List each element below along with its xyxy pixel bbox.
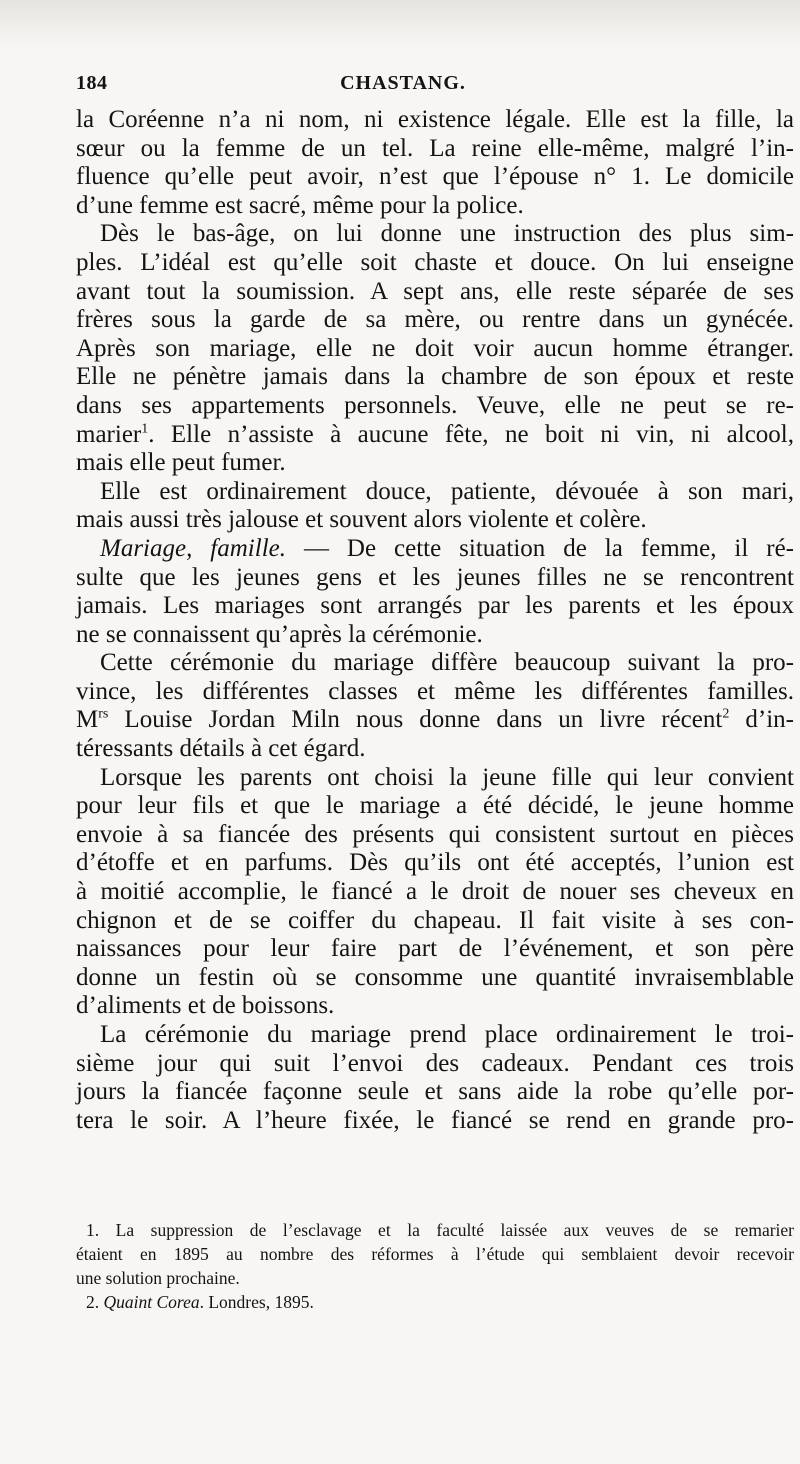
text-line: sulte que les jeunes gens et les jeunes filles ne se rencontrent xyxy=(76,563,794,591)
text-line: pour leur fils et que le mariage a été décidé, le jeune homme xyxy=(76,792,794,820)
book-title: Quaint Corea xyxy=(103,1292,200,1312)
text-line: ples. L’idéal est qu’elle soit chaste et douce. On lui enseigne xyxy=(76,248,794,276)
body-text xyxy=(76,106,794,1135)
text-line: frères sous la garde de sa mère, ou rentre dans un gynécée. xyxy=(76,306,794,334)
text-line: ne se connaissent qu’après la cérémonie. xyxy=(76,620,483,648)
text-line: Elle ne pénètre jamais dans la chambre de son époux et reste xyxy=(76,363,794,391)
text-line: sième jour qui suit l’envoi des cadeaux. Pendant ces trois xyxy=(76,1049,794,1077)
text-fragment: Louise Jordan Miln nous donne dans un livre récent xyxy=(108,706,723,734)
text-line: tera le soir. A l’heure fixée, le fiancé se rend en grande pro- xyxy=(76,1106,794,1134)
text-line: chignon et de se coiffer du chapeau. Il fait visite à ses con- xyxy=(76,906,794,934)
text-line xyxy=(76,706,794,735)
section-heading: Mariage, famille. xyxy=(100,534,286,562)
text-line: d’une femme est sacré, même pour la police. xyxy=(76,191,524,219)
running-head xyxy=(76,72,730,102)
text-line: à moitié accomplie, le fiancé a le droit de nouer ses cheveux en xyxy=(76,878,794,906)
footnote-2 xyxy=(76,1290,794,1314)
footnote-marker-2: 2 xyxy=(722,707,730,723)
footnote-1-line: 1. La suppression de l’esclavage et la faculté laissée aux veuves de se remarier xyxy=(86,1220,794,1240)
text-line xyxy=(76,421,794,450)
text-line: Dès le bas-âge, on lui donne une instruction des plus sim- xyxy=(100,220,794,248)
page-number: 184 xyxy=(76,72,108,94)
text-line: naissances pour leur faire part de l’événement, et son père xyxy=(76,935,794,963)
running-title: CHASTANG. xyxy=(340,72,466,94)
text-line: d’étoffe et en parfums. Dès qu’ils ont été acceptés, l’union est xyxy=(76,849,794,877)
text-line: envoie à sa fiancée des présents qui consistent surtout en pièces xyxy=(76,820,794,848)
text-fragment: . Elle n’assiste à aucune fête, ne boit ni vin, ni alcool, xyxy=(148,420,794,448)
footnote-number: 2. xyxy=(86,1292,104,1312)
text-fragment: M xyxy=(76,706,99,734)
text-line: Elle est ordinairement douce, patiente, dévouée à son mari, xyxy=(100,477,794,505)
text-line: fluence qu’elle peut avoir, n’est que l’épouse n° 1. Le domicile xyxy=(76,163,794,191)
text-line: Après son mariage, elle ne doit voir aucun homme étranger. xyxy=(76,334,794,362)
footnote-marker-1: 1 xyxy=(141,421,149,437)
text-fragment: . Londres, 1895. xyxy=(199,1292,314,1312)
text-line: sœur ou la femme de un tel. La reine elle-même, malgré l’in- xyxy=(76,134,794,162)
text-fragment: marier xyxy=(76,420,142,448)
text-line: avant tout la soumission. A sept ans, elle reste séparée de ses xyxy=(76,277,794,305)
abbreviation-superscript: rs xyxy=(98,707,109,723)
text-fragment: — De cette situation de la femme, il ré- xyxy=(286,534,795,562)
text-line: la Coréenne n’a ni nom, ni existence légale. Elle est la fille, la xyxy=(76,106,794,133)
text-line: jamais. Les mariages sont arrangés par les parents et les époux xyxy=(76,592,794,620)
page-edge-shadow xyxy=(0,0,800,48)
text-line xyxy=(76,535,794,564)
text-line: La cérémonie du mariage prend place ordinairement le troi- xyxy=(100,1021,794,1048)
text-line: téressants détails à cet égard. xyxy=(76,735,366,763)
text-fragment: d’in- xyxy=(729,706,794,734)
text-line: jours la fiancée façonne seule et sans aide la robe qu’elle por- xyxy=(76,1078,794,1106)
text-line: Lorsque les parents ont choisi la jeune fille qui leur convient xyxy=(100,763,794,791)
text-line: d’aliments et de boissons. xyxy=(76,992,335,1020)
text-line: vince, les différentes classes et même les différentes familles. xyxy=(76,677,794,705)
text-line: mais aussi très jalouse et souvent alors violente et colère. xyxy=(76,506,647,534)
footnotes xyxy=(76,1218,794,1314)
text-line: Cette cérémonie du mariage diffère beaucoup suivant la pro- xyxy=(100,649,794,677)
text-line: mais elle peut fumer. xyxy=(76,449,286,477)
footnote-1-line: une solution prochaine. xyxy=(76,1268,240,1288)
text-line: dans ses appartements personnels. Veuve, elle ne peut se re- xyxy=(76,391,794,419)
text-line: donne un festin où se consomme une quantité invraisemblable xyxy=(76,963,794,991)
footnote-1-line: étaient en 1895 au nombre des réformes à l’étude qui semblaient devoir recevoir xyxy=(76,1244,794,1264)
